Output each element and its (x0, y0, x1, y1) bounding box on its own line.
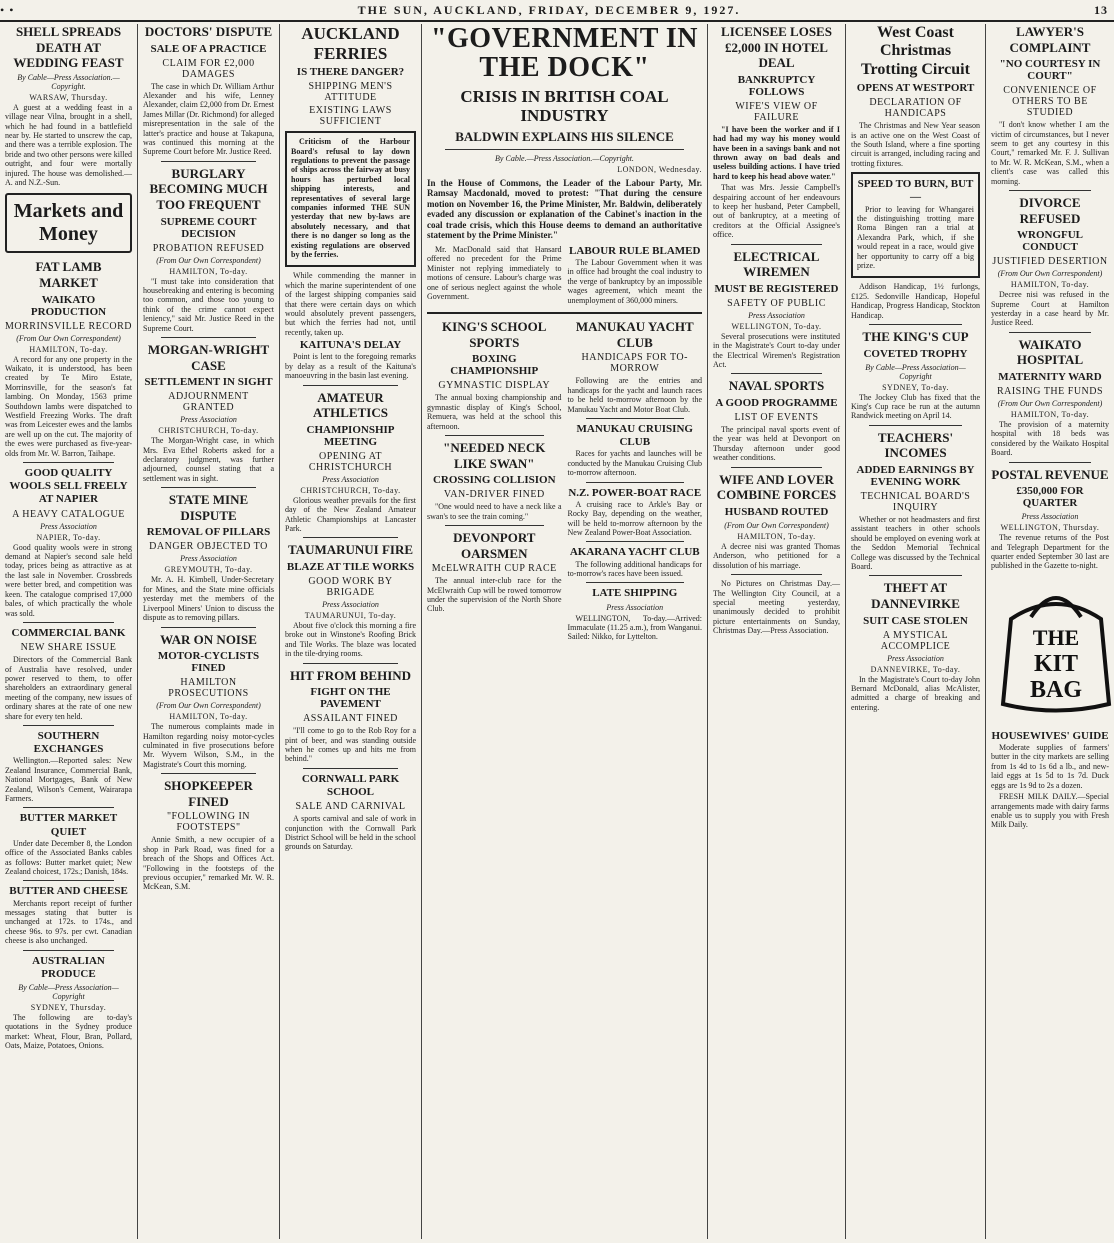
body: A guest at a wedding feast in a village near Vilna, brought in a shell, which he had found in a battlefield near by. He started to unscrew the cap, and there was a terrible explosion. The bride and two other persons were killed outright, and four were mortally injured. The house was demolished.—A. and N.Z.-Sun. (5, 102, 132, 188)
credit: Press Association (180, 415, 237, 425)
headline: BUTTER MARKET QUIET (19, 812, 118, 838)
divider (731, 373, 822, 374)
body: The Morgan-Wright case, in which Mrs. Eva Ethel Roberts asked for a declaratory judgment, was further adjourned, counsel stating that a settlement was in sight. (143, 436, 274, 483)
article-manukau-cruising (568, 423, 703, 478)
article-waikato-hospital (991, 337, 1109, 458)
body: "I don't know whether I am the victim of circumstances, but I never seem to get any courtesy in this Court," remarked Mr. F. J. Sullivan to Mr. W. R. McKean, S.M., when a client's case was called this morning. (991, 120, 1109, 186)
box-text: Criticism of the Harbour Board's refusal to lay down regulations to prevent the passage of ships across the fairway at busy hours has perturbed local shipping interests, and representatives of several large companies informed THE SUN yesterday that new by-laws are absolutely necessary, and that there is no danger so long as the existing regulations are observed by the ferries. (291, 137, 410, 259)
divider (586, 418, 685, 419)
subheadline-2: WIFE'S VIEW OF FAILURE (735, 100, 818, 123)
headline: DOCTORS' DISPUTE (144, 24, 273, 39)
headline: NAVAL SPORTS (728, 378, 825, 394)
article-westcoast (851, 24, 980, 168)
article-teachers (851, 430, 980, 572)
article-devonport (427, 530, 562, 614)
svg-text:BAG: BAG (1029, 676, 1083, 703)
headline: KAITUNA'S DELAY (299, 339, 402, 352)
subheadline: "NO COURTESY IN COURT" (999, 58, 1101, 83)
headline: LAWYER'S COMPLAINT (1009, 24, 1091, 55)
headline: SHOPKEEPER FINED (164, 778, 253, 809)
boxed-intro (285, 131, 416, 267)
subheadline: SALE OF A PRACTICE (150, 42, 267, 55)
article-taumarunui (285, 542, 416, 658)
subheadline: BLAZE AT TILE WORKS (286, 561, 415, 574)
place: TAUMARUNUI, To-day. (304, 611, 397, 621)
place: WELLINGTON, Thursday. (1000, 523, 1100, 533)
subheadline: SALE AND CARNIVAL (295, 801, 406, 813)
divider (869, 425, 962, 426)
masthead-marks: • • (0, 2, 15, 17)
headline: FAT LAMB MARKET (35, 259, 102, 291)
place: HAMILTON, To-day. (1010, 410, 1090, 420)
article-lamb (5, 259, 132, 458)
subheadline: WAIKATO PRODUCTION (30, 293, 107, 318)
masthead (0, 0, 1114, 22)
divider (731, 467, 822, 468)
page-number: 13 (1094, 2, 1108, 17)
lower-left (427, 319, 562, 644)
headline: "NEEDED NECK LIKE SWAN" (443, 439, 546, 471)
credit: Press Association (887, 653, 944, 663)
brief-no-pictures: No Pictures on Christmas Day.—The Wellington City Council, at a special meeting yesterday, unanimously decided to prohibit picture entertainments on Sunday, Christmas Day.—Press Association. (713, 579, 840, 636)
divider (1009, 190, 1091, 191)
subheadline-2: PROBATION REFUSED (152, 242, 265, 254)
subheadline: BOXING CHAMPIONSHIP (450, 353, 539, 378)
place: HAMILTON, To-day. (169, 266, 248, 276)
divider (23, 950, 114, 951)
subheadline: HUSBAND ROUTED (724, 505, 829, 518)
body: The following are to-day's quotations in the Sydney produce market: Wheat, Flour, Bran, Pollard, Oats, Maize, Potatoes, Onions. (5, 1012, 132, 1051)
article-hit-behind (285, 668, 416, 764)
body: A sports carnival and sale of work in conjunction with the Cornwall Park District School will be held in the school grounds on Saturday. (285, 814, 416, 852)
divider (445, 435, 544, 436)
body: Several prosecutions were instituted in the Magistrate's Court to-day under the Electrical Wiremen's Registration Act. (713, 331, 840, 370)
headline: TEACHERS' INCOMES (877, 429, 954, 461)
divider (303, 537, 398, 538)
article-postal (991, 467, 1109, 571)
article-kings-sports (427, 319, 562, 431)
divider (23, 725, 114, 726)
column-3 (280, 24, 422, 1239)
credit: (From Our Own Correspondent) (997, 269, 1103, 279)
headline: CORNWALL PARK SCHOOL (301, 772, 400, 799)
body: The provision of a maternity hospital with 18 beds was considered by the Waikato Hospital Board. (991, 420, 1109, 458)
article-powerboat (568, 487, 703, 538)
lead: "I have been the worker and if I had had my way his money would have been in a savings bank and not thrown away on bad deals and useless building actions. I have tried hard to keep his head above water." (713, 124, 840, 181)
subheadline: BANKRUPTCY FOLLOWS (737, 73, 816, 98)
headline: WAR ON NOISE (160, 631, 257, 647)
place: HAMILTON, To-day. (169, 712, 248, 722)
main-body-right (568, 245, 703, 307)
divider (869, 575, 962, 576)
divider (1009, 462, 1091, 463)
masthead-title: THE SUN, AUCKLAND, FRIDAY, DECEMBER 9, 1927. (357, 2, 741, 17)
subheadline-2: SAFETY OF PUBLIC (727, 297, 826, 309)
divider (303, 663, 398, 664)
divider (23, 807, 114, 808)
place: HAMILTON, To-day. (737, 531, 816, 541)
credit: Press Association (1021, 512, 1079, 522)
column-1 (0, 24, 138, 1239)
article-commercial (5, 627, 132, 721)
divider (23, 880, 114, 881)
place: SYDNEY, Thursday. (30, 1002, 107, 1012)
main-headline: "GOVERNMENT IN THE DOCK" (430, 24, 699, 84)
credit: Press Association (748, 310, 805, 320)
divider (23, 462, 114, 463)
headline: COMMERCIAL BANK (11, 626, 126, 639)
body: Under date December 8, the London office of the Associated Banks cables as follows: Butter market quiet; New Zealand choicest, 172s.; Danish, 184s. (5, 838, 132, 876)
subheadline: McELWRAITH CUP RACE (431, 563, 557, 575)
divider (1009, 332, 1091, 333)
headline: SOUTHERN EXCHANGES (33, 729, 104, 756)
divider (586, 482, 685, 483)
subheadline: CROSSING COLLISION (432, 474, 556, 487)
body: The following additional handicaps for to-morrow's races have been issued. (567, 559, 702, 578)
divider (23, 622, 114, 623)
credit: Press Association (40, 521, 97, 531)
divider (303, 768, 398, 769)
headline: BURGLARY BECOMING MUCH TOO FREQUENT (149, 165, 268, 213)
column-6 (846, 24, 986, 1239)
credit: Press Association (322, 474, 379, 484)
subheadline: COVETED TROPHY (863, 347, 968, 360)
place: CHRISTCHURCH, To-day. (300, 485, 401, 495)
subheadline: CHAMPIONSHIP MEETING (306, 423, 395, 448)
body: About five o'clock this morning a fire broke out in Winstone's Roofing Brick and Tile Works. The blaze was located in the tile-drying rooms. (285, 621, 416, 659)
article-southern (5, 730, 132, 803)
article-ferries (285, 24, 416, 337)
subheadline: HANDICAPS FOR TO-MORROW (581, 352, 688, 375)
body: A record for any one property in the Waikato, it is understood, has been created by Te Miro Estate, Morrinsville, for the season's fat lambing. On Monday, 1563 prime Southdown lambs were dispatched to Westfield Freezing Works. The draft was from Leicester ewes and the lambs are well up on the cut. The majority of the ewes were purchased as five-year-olds from Mr. W. Barron, Taihape. (5, 354, 132, 458)
headline: AUSTRALIAN PRODUCE (32, 954, 105, 980)
kit-bag-feature (991, 573, 1109, 830)
place: WARSAW, Thursday. (29, 92, 108, 102)
subheadline-2: GOOD WORK BY BRIGADE (308, 576, 393, 599)
article-state-mine (143, 492, 274, 622)
subheadline: OPENS AT WESTPORT (856, 82, 975, 95)
handicaps-list: Addison Handicap, 1½ furlongs, £125. Sedonville Handicap, Hopeful Handicap, Progress Handicap, Stockton Handicap. (851, 282, 980, 320)
main-body-left (427, 245, 562, 307)
credit: (From Our Own Correspondent) (724, 520, 829, 530)
divider (303, 385, 398, 386)
lead: In the House of Commons, the Leader of the Labour Party, Mr. Ramsay Macdonald, moved to protest: "That during the censure motion on November 16, the Prime Minister, Mr. Baldwin, deliberately evaded any discussion or explanation of the Cabinet's inaction in the coal trade crisis, which this House deems to demand an authoritative statement by the Prime Minister." (427, 177, 702, 241)
body: Following are the entries and handicaps for the yacht and launch races to be held to-morrow afternoon by the Manukau Yacht and Motor Boat Club. (567, 376, 702, 414)
article-naval (713, 378, 840, 462)
body: Mr. A. H. Kimbell, Under-Secretary for Mines, and the State mine officials yesterday met the members of the Liverpool Miners' Union to discuss the dispute as to removing pillars. (143, 575, 274, 623)
place: LONDON, Wednesday. (617, 164, 702, 174)
headline: STATE MINE DISPUTE (168, 492, 249, 523)
article-butter-quiet (5, 812, 132, 876)
article-kings-cup (851, 329, 980, 421)
divider (161, 487, 256, 488)
subheadline: A HEAVY CATALOGUE (12, 508, 125, 520)
body: Moderate supplies of farmers' butter in the city markets are selling from 1s 4d to 1s 6d a lb., and new-laid eggs at 1s 5d to 1s 7d. Duck eggs are 1s 9d to 2s a dozen. (991, 743, 1109, 790)
divider (869, 324, 962, 325)
credit: By Cable.—Press Association.—Copyright. (495, 153, 634, 163)
article-needed-neck (427, 440, 562, 521)
place: NAPIER, To-day. (36, 532, 101, 542)
place: CHRISTCHURCH, To-day. (158, 426, 259, 436)
article-dannevirke (851, 580, 980, 712)
body: Directors of the Commercial Bank of Australia have resolved, under power reserved to them, to offer shareholders an extraordinary general meeting of the company, new issues of ordinary shares at the rate of one new share for every ten held. (5, 655, 132, 721)
subheadline: MATERNITY WARD (998, 371, 1102, 384)
subheadline: MOTOR-CYCLISTS FINED (157, 650, 260, 675)
body: Wellington.—Reported sales: New Zealand Insurance, Commercial Bank, National Mortgages, Bank of New Zealand, Wilson's Cement, Wairarapa Farmers. (5, 756, 132, 803)
headline: AKARANA YACHT CLUB (569, 546, 700, 559)
article-morgan (143, 342, 274, 483)
body: Prior to leaving for Whangarei the distinguishing trotting mare Roma Bingen ran a trial at Alexandra Park, which, if she would repeat in a race, would give her opportunity to carry off a big prize. (857, 204, 974, 271)
body: The Jockey Club has fixed that the King's Cup race be run at the autumn Randwick meeting on April 14. (851, 392, 980, 421)
article-wiremen (713, 249, 840, 370)
article-shipping (568, 587, 703, 641)
divider (161, 161, 256, 162)
headline: ELECTRICAL WIREMEN (733, 248, 820, 280)
body: Races for yachts and launches will be conducted by the Manukau Cruising Club to-morrow afternoon. (567, 449, 702, 478)
body: Merchants report receipt of further messages stating that butter is unchanged at 172s. to 174s., and cheese 96s. to 97s. per cwt. Canadian cheese is also unchanged. (5, 898, 132, 946)
divider (161, 773, 256, 774)
body: Point is lent to the foregoing remarks by delay as a result of the Kaituna's manoeuvring in the basin last evening. (285, 352, 416, 381)
headline: WAIKATO HOSPITAL (1016, 336, 1084, 368)
credit: Press Association (606, 602, 664, 612)
body: Annie Smith, a new occupier of a shop in Park Road, was fined for a breach of the Shops and Offices Act. "Following in the footsteps of the previous occupier," remarked Mr. W. R. McKean, S.M. (143, 835, 274, 892)
subheadline: A GOOD PROGRAMME (715, 397, 838, 410)
headline: HIT FROM BEHIND (289, 667, 412, 683)
body: The revenue returns of the Post and Telegraph Department for the quarter ended September 30 last are published in the Gazette to-night. (991, 533, 1109, 571)
divider (161, 337, 256, 338)
subheadline: ADDED EARNINGS BY EVENING WORK (856, 464, 975, 489)
body: The numerous complaints made in Hamilton regarding noisy motor-cycles culminated in five prosecutions before Mr. Wyvern Wilson, S.M., in the Magistrate's Court this morning. (143, 722, 274, 769)
subheadline-2: ADJOURNMENT GRANTED (168, 391, 249, 414)
headline: POSTAL REVENUE (991, 466, 1109, 482)
subheadline-2: JUSTIFIED DESERTION (992, 256, 1108, 268)
body: A cruising race to Arkle's Bay or Rocky Bay, depending on the weather, will be held to-morrow afternoon by the New Zealand Power-Boat Association. (567, 499, 702, 537)
body: The case in which Dr. William Arthur Alexander and his wife, Lenney Alexander, claim £2,000 from Dr. Ernest James Millar (Dr. Richmond) for alleged misrepresentation in the sale of the latter's practice and house at Takapuna, was continued this morning at the Supreme Court before Mr. Justice Reed. (143, 81, 274, 157)
headline: MANUKAU YACHT CLUB (575, 319, 694, 350)
body: "One would need to have a neck like a swan's to see the train coming." (427, 502, 562, 521)
headline: THE KING'S CUP (862, 329, 969, 345)
subheadline-2: LIST OF EVENTS (734, 412, 819, 424)
article-shopkeeper (143, 778, 274, 892)
article-kaituna (285, 339, 416, 380)
main-subheadline-2: BALDWIN EXPLAINS HIS SILENCE (455, 128, 674, 144)
place: GREYMOUTH, To-day. (164, 565, 253, 575)
headline: West Coast Christmas Trotting Circuit (861, 24, 970, 78)
article-athletics (285, 390, 416, 534)
subheadline: "FOLLOWING IN FOOTSTEPS" (166, 811, 251, 834)
body: Good quality wools were in strong demand at Napier's second sale held today, prices being as attractive as at the last sale in November. Crossbreds were better bred, and competition was keen. The catalogue comprised 17,000 bales, of which practically the whole was sold. (5, 542, 132, 618)
subheadline-2: MORRINSVILLE RECORD (5, 320, 133, 332)
body: While commending the manner in which the marine superintendent of one of the largest shipping companies said that there were certain days on which would absolutely prevent passengers, but which the ferries had not, until recently, taken up. (285, 271, 416, 337)
body: Glorious weather prevails for the first day of the New Zealand Amateur Athletic Championships at Lancaster Park. (285, 495, 416, 534)
article-wife-lover (713, 472, 840, 570)
svg-text:KIT: KIT (1033, 650, 1079, 677)
divider (445, 525, 544, 526)
subheadline-2: VAN-DRIVER FINED (443, 489, 545, 501)
headline: THEFT AT DANNEVIRKE (871, 580, 960, 612)
body: Decree nisi was refused in the Supreme Court at Hamilton yesterday in a case heard by Mr. Justice Reed. (991, 290, 1109, 328)
headline: HOUSEWIVES' GUIDE (991, 729, 1109, 742)
svg-text:THE: THE (1032, 624, 1080, 650)
body: The principal naval sports event of the year was held at Devonport on Thursday afternoon under good weather conditions. (713, 425, 840, 463)
headline: BUTTER AND CHEESE (9, 885, 128, 898)
headline: MORGAN-WRIGHT CASE (147, 342, 270, 373)
place: HAMILTON, To-day. (29, 344, 108, 354)
headline: AMATEUR ATHLETICS (313, 389, 388, 421)
article-main (427, 24, 702, 307)
credit: Press Association (322, 600, 379, 610)
kit-bag-logo (991, 579, 1114, 719)
subheadline-2: DANGER OBJECTED TO (149, 541, 268, 553)
article-cornwall (285, 773, 416, 852)
headline: TAUMARUNUI FIRE (287, 542, 414, 558)
credit: By Cable—Press Association—Copyright (865, 362, 966, 381)
divider (445, 149, 684, 150)
article-burglary (143, 166, 274, 333)
subheadline-2: SHIPPING MEN'S ATTITUDE (308, 81, 393, 104)
article-lawyers (991, 24, 1109, 186)
subheadline: £350,000 FOR QUARTER (1016, 485, 1084, 510)
headline: AUCKLAND FERRIES (301, 24, 400, 63)
markets-banner: Markets and Money (5, 193, 132, 253)
labour-rule-headline: LABOUR RULE BLAMED (569, 244, 701, 257)
headline: GOOD QUALITY WOOLS SELL FREELY AT NAPIER (9, 467, 128, 506)
body: A decree nisi was granted Thomas Anderson, who petitioned for a dissolution of his marriage. (713, 541, 840, 570)
body: "I'll come to go to the Rob Roy for a pint of beer, and was standing outside when he comes up and hits me from behind." (285, 726, 416, 764)
subheadline: SETTLEMENT IN SIGHT (144, 376, 273, 389)
headline: LICENSEE LOSES £2,000 IN HOTEL DEAL (721, 24, 832, 71)
article-war-noise (143, 632, 274, 770)
headline: MANUKAU CRUISING CLUB (576, 422, 693, 449)
headline: N.Z. POWER-BOAT RACE (568, 486, 702, 499)
subheadline: REMOVAL OF PILLARS (146, 526, 271, 539)
column-2 (138, 24, 280, 1239)
body: That was Mrs. Jessie Campbell's despairing account of her endeavours to keep her husband, Peter Campbell, out of bankruptcy, at a meeting of creditors at the Official Assignee's office. (713, 183, 840, 240)
credit: By Cable—Press Association—Copyright (18, 982, 119, 1001)
body: In the Magistrate's Court to-day John Bernard McDonald, alias McAlister, admitted a charge of breaking and entering. (851, 674, 980, 712)
divider (731, 244, 822, 245)
subheadline-2: OPENING AT CHRISTCHURCH (308, 450, 393, 473)
subheadline-2: DECLARATION OF HANDICAPS (869, 97, 962, 120)
body: The annual inter-club race for the McElwraith Cup will be rowed tomorrow under the supervision of the North Shore Club. (427, 576, 562, 614)
body: WELLINGTON, To-day.—Arrived: Immaculate (11.25 a.m.), from Wanganui. Sailed: Nikko, for Lyttelton. (567, 613, 702, 642)
subheadline-2: HAMILTON PROSECUTIONS (168, 677, 249, 700)
place: WELLINGTON, To-day. (731, 321, 822, 331)
headline: SPEED TO BURN, BUT— (857, 178, 974, 204)
divider (586, 541, 685, 542)
place: HAMILTON, To-day. (1010, 280, 1090, 290)
divider (161, 627, 256, 628)
subheadline-2: RAISING THE FUNDS (996, 386, 1104, 398)
body: Mr. MacDonald said that Hansard offered no precedent for the Prime Minister not replying immediately to motions of censure. Labour's charge was one of serious neglect against the whole Government. (427, 244, 562, 301)
column-4 (422, 24, 708, 1239)
subheadline-2: A MYSTICAL ACCOMPLICE (880, 629, 951, 652)
credit: (From Our Own Correspondent) (156, 701, 261, 711)
subheadline: SUPREME COURT DECISION (160, 215, 257, 240)
place: DANNEVIRKE, To-day. (870, 664, 961, 674)
headline: LATE SHIPPING (592, 587, 678, 600)
headline: WIFE AND LOVER COMBINE FORCES (716, 471, 837, 503)
place: SYDNEY, To-day. (882, 382, 949, 392)
article-manukau-yacht (568, 319, 703, 414)
article-wools (5, 467, 132, 618)
credit: (From Our Own Correspondent) (997, 399, 1103, 409)
column-7 (986, 24, 1114, 1239)
credit: (From Our Own Correspondent) (156, 255, 261, 265)
body: The Christmas and New Year season is an active one on the West Coast of the South Island, where a fine sporting circuit is arranged, including racing and trotting fixtures. (851, 121, 980, 168)
body: "I must take into consideration that housebreaking and entering is becoming too common, and those too young to think of the crime cannot expect leniency," said Mr. Justice Reed in the Supreme Court. (143, 276, 274, 333)
subheadline: WRONGFUL CONDUCT (1017, 229, 1083, 254)
column-5 (708, 24, 846, 1239)
headline: DIVORCE REFUSED (1019, 195, 1081, 226)
main-body-columns (427, 245, 702, 307)
headline: KING'S SCHOOL SPORTS (442, 319, 547, 350)
subheadline: IS THERE DANGER? (296, 66, 405, 79)
lower-columns (427, 319, 702, 644)
subheadline-2: CLAIM FOR £2,000 DAMAGES (162, 57, 255, 80)
article-licensee (713, 24, 840, 240)
subheadline-2: TECHNICAL BOARD'S INQUIRY (860, 491, 971, 514)
main-subheadline: CRISIS IN BRITISH COAL INDUSTRY (460, 86, 669, 126)
body: Whether or not headmasters and first assistant teachers in other schools should be employed on evening work at the Seddon Memorial Technical College was discussed by the Technical Board. (851, 515, 980, 572)
subheadline-2: CONVENIENCE OF OTHERS TO BE STUDIED (1003, 85, 1097, 119)
subheadline: SUIT CASE STOLEN (863, 614, 968, 627)
subheadline-2: GYMNASTIC DISPLAY (438, 380, 551, 392)
article-shell (5, 24, 132, 187)
credit: Press Association (180, 554, 237, 564)
divider (427, 312, 702, 314)
headline: DEVONPORT OARSMEN (453, 529, 536, 561)
lower-right (568, 319, 703, 644)
labour-rule-body: The Labour Government when it was in office had brought the coal industry to the verge of bankruptcy by an impossible wages agreement, which meant the unemployment of 360,000 miners. (567, 258, 702, 305)
article-akarana (568, 546, 703, 578)
article-divorce (991, 195, 1109, 328)
credit: By Cable—Press Association.—Copyright. (17, 72, 120, 91)
subheadline: NEW SHARE ISSUE (20, 642, 117, 654)
article-australian (5, 955, 132, 1051)
body: The annual boxing championship and gymnastic display of King's School, Remuera, was held at the school this afternoon. (427, 393, 562, 431)
divider (731, 574, 822, 575)
credit: (From Our Own Correspondent) (16, 333, 121, 343)
divider (586, 582, 685, 583)
subheadline: MUST BE REGISTERED (714, 282, 839, 295)
subheadline-2: ASSAILANT FINED (303, 713, 398, 725)
subheadline-3: EXISTING LAWS SUFFICIENT (309, 105, 392, 128)
speed-box (851, 172, 980, 278)
subheadline: FIGHT ON THE PAVEMENT (310, 686, 391, 711)
headline: SHELL SPREADS DEATH AT WEDDING FEAST (13, 24, 124, 71)
article-doctors (143, 24, 274, 157)
article-butter-cheese (5, 885, 132, 945)
footer: FRESH MILK DAILY.—Special arrangements made with dairy farms enable us to supply you with Fresh Milk Daily. (991, 792, 1109, 830)
